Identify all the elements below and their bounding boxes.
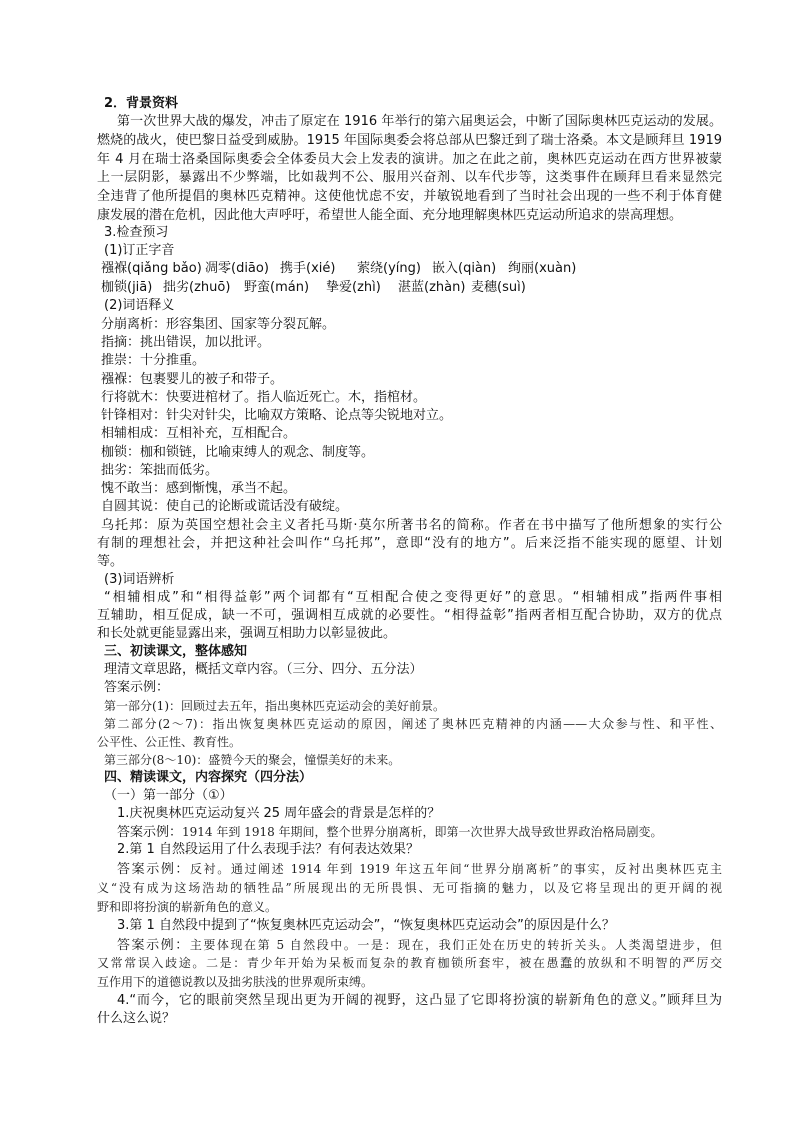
pronunciation-heading: (1)订正字音 [104, 243, 175, 258]
utopia-definition-line: 乌托邦：原为英国空想社会主义者托马斯·莫尔所著书名的简称。作者在书中描写了他所想象的实行公 [101, 518, 722, 533]
answer-label: 答案示例： [117, 825, 183, 840]
pronunciation-item: 绚丽(xuàn) [508, 261, 577, 276]
answer-text: 主要体现在第 5 自然段中。一是：现在，我们正处在历史的转折关头。人类渴望进步，但 [189, 938, 722, 952]
answer-label: 答案示例： [117, 862, 191, 877]
pronunciation-item: 野蛮(mán) [244, 280, 310, 295]
answer-text: 1914 年到 1918 年期间，整个世界分崩离析，即第一次世界大战导致世界政治格局剧变。 [182, 825, 663, 839]
distinction-heading: (3)词语辨析 [104, 572, 175, 587]
answer-line: 第三部分(8～10)：盛赞今天的聚会，憧憬美好的未来。 [104, 753, 401, 767]
utopia-definition-line: 等。 [97, 554, 124, 569]
distinction-line: “相辅相成”和“相得益彰”两个词都有“互相配合使之变得更好”的意思。“相辅相成”指两件事相 [104, 590, 722, 605]
definition-line: 分崩离析：形容集团、国家等分裂瓦解。 [101, 317, 336, 332]
answer-3-line: 互作用下的道德说教以及拙劣肤浅的世界观所束缚。 [97, 975, 374, 989]
pronunciation-item: 挚爱(zhì) [326, 280, 381, 295]
pronunciation-item: 萦绕(yíng) [357, 261, 421, 276]
answer-2-line: 义“没有成为这场浩劫的牺牲品”所展现出的无所畏惧、无可指摘的魅力，以及它将呈现出的更开阔的视 [97, 881, 722, 895]
definition-line: 枷锁：枷和锁链，比喻束缚人的观念、制度等。 [101, 445, 375, 460]
section-three-heading: 三、初读课文，整体感知 [104, 644, 248, 659]
background-paragraph-line: 第一次世界大战的爆发，冲击了原定在 1916 年举行的第六届奥运会，中断了国际奥林匹克运动的发展。 [117, 114, 722, 129]
answer-line: 第二部分(2～7)：指出恢复奥林匹克运动的原因，阐述了奥林匹克精神的内涵——大众参与性、和平性、 [104, 717, 722, 731]
question-4-line: 4.“而今，它的眼前突然呈现出更为开阔的视野，这凸显了它即将扮演的崭新角色的意义。”顾拜旦为 [117, 993, 722, 1008]
answer-line: 第一部分(1)：回顾过去五年，指出奥林匹克运动会的美好前景。 [104, 699, 446, 713]
question-4-line: 什么这么说？ [97, 1011, 176, 1026]
answer-line: 公平性、公正性、教育性。 [97, 735, 242, 749]
pronunciation-item: 凋零(diāo) [205, 261, 269, 276]
definition-line: 相辅相成：互相补充，互相配合。 [101, 426, 297, 441]
definition-line: 针锋相对：针尖对针尖，比喻双方策略、论点等尖锐地对立。 [101, 408, 453, 423]
question-1: 1.庆祝奥林匹克运动复兴 25 周年盛会的背景是怎样的？ [117, 806, 441, 821]
definition-line: 襁褓：包裹婴儿的被子和带子。 [101, 372, 284, 387]
answer-1 [117, 823, 663, 841]
background-heading: 2．背景资料 [104, 96, 179, 111]
part-one-heading: （一）第一部分（①） [104, 788, 233, 803]
utopia-definition-line: 有制的理想社会，并把这种社会叫作“乌托邦”，意即“没有的地方”。后来泛指不能实现的愿望、计划 [97, 536, 722, 551]
answer-3-line: 又常常误入歧途。二是：青少年开始为呆板而复杂的教育枷锁所套牢，被在愚蠢的放纵和不明智的严厉交 [97, 956, 722, 970]
distinction-line: 和长处就更能显露出来，强调互相助力以彰显彼此。 [97, 626, 397, 641]
background-paragraph-line: 上一层阴影，暴露出不少弊端，比如裁判不公、服用兴奋剂、以车代步等，这类事件在顾拜旦看来显然完 [97, 170, 722, 185]
answer-2-line: 野和即将扮演的崭新角色的意义。 [97, 900, 278, 914]
background-paragraph-line: 康发展的潜在危机，因此他大声呼吁，希望世人能全面、充分地理解奥林匹克运动所追求的崇高理想。 [97, 208, 683, 223]
question-3: 3.第 1 自然段中提到了“恢复奥林匹克运动会”，“恢复奥林匹克运动会”的原因是什么？ [117, 918, 615, 933]
preview-heading: 3.检查预习 [104, 225, 169, 240]
answer-label: 答案示例： [117, 938, 190, 953]
definition-line: 愧不敢当：感到惭愧，承当不起。 [101, 481, 297, 496]
pronunciation-item: 携手(xié) [280, 261, 336, 276]
question-2: 2.第 1 自然段运用了什么表现手法？有何表达效果？ [117, 842, 419, 857]
pronunciation-item: 湛蓝(zhàn) [398, 280, 466, 295]
answer-text: 反衬。通过阐述 1914 年到 1919 年这五年间“世界分崩离析”的事实，反衬出奥林匹克主 [190, 862, 722, 876]
definition-line: 指摘：挑出错误，加以批评。 [101, 335, 271, 350]
definition-line: 推崇：十分推重。 [101, 353, 206, 368]
background-paragraph-line: 年 4 月在瑞士洛桑国际奥委会全体委员大会上发表的演讲。加之在此之前，奥林匹克运动在西方世界被蒙 [97, 152, 722, 167]
pronunciation-item: 枷锁(jiā) [101, 280, 153, 295]
section-four-heading: 四、精读课文，内容探究（四分法） [104, 770, 313, 785]
definition-line: 自圆其说：使自己的论断或谎话没有破绽。 [101, 499, 349, 514]
pronunciation-item: 拙劣(zhuō) [163, 280, 231, 295]
background-paragraph-line: 全违背了他所提倡的奥林匹克精神。这使他忧虑不安，并敏锐地看到了当时社会出现的一些不利于体育健 [97, 189, 722, 204]
definition-line: 行将就木：快要进棺材了。指人临近死亡。木，指棺材。 [101, 390, 427, 405]
answer-3-line [117, 936, 722, 954]
answer-label: 答案示例： [104, 680, 170, 695]
pronunciation-item: 襁褓(qiǎng bǎo) [101, 261, 202, 276]
answer-2-line [117, 860, 722, 878]
section-three-task: 理清文章思路，概括文章内容。（三分、四分、五分法） [104, 662, 423, 677]
distinction-line: 互辅助，相互促成，缺一不可，强调相互成就的必要性。“相得益彰”指两者相互配合协助，双方的优点 [97, 608, 722, 623]
definition-line: 拙劣：笨拙而低劣。 [101, 463, 219, 478]
pronunciation-item: 麦穗(suì) [471, 280, 526, 295]
definitions-heading: (2)词语释义 [104, 298, 175, 313]
pronunciation-item: 嵌入(qiàn) [432, 261, 497, 276]
background-paragraph-line: 燃烧的战火，使巴黎日益受到威胁。1915 年国际奥委会将总部从巴黎迁到了瑞士洛桑。本文是顾拜旦 1919 [97, 133, 722, 148]
